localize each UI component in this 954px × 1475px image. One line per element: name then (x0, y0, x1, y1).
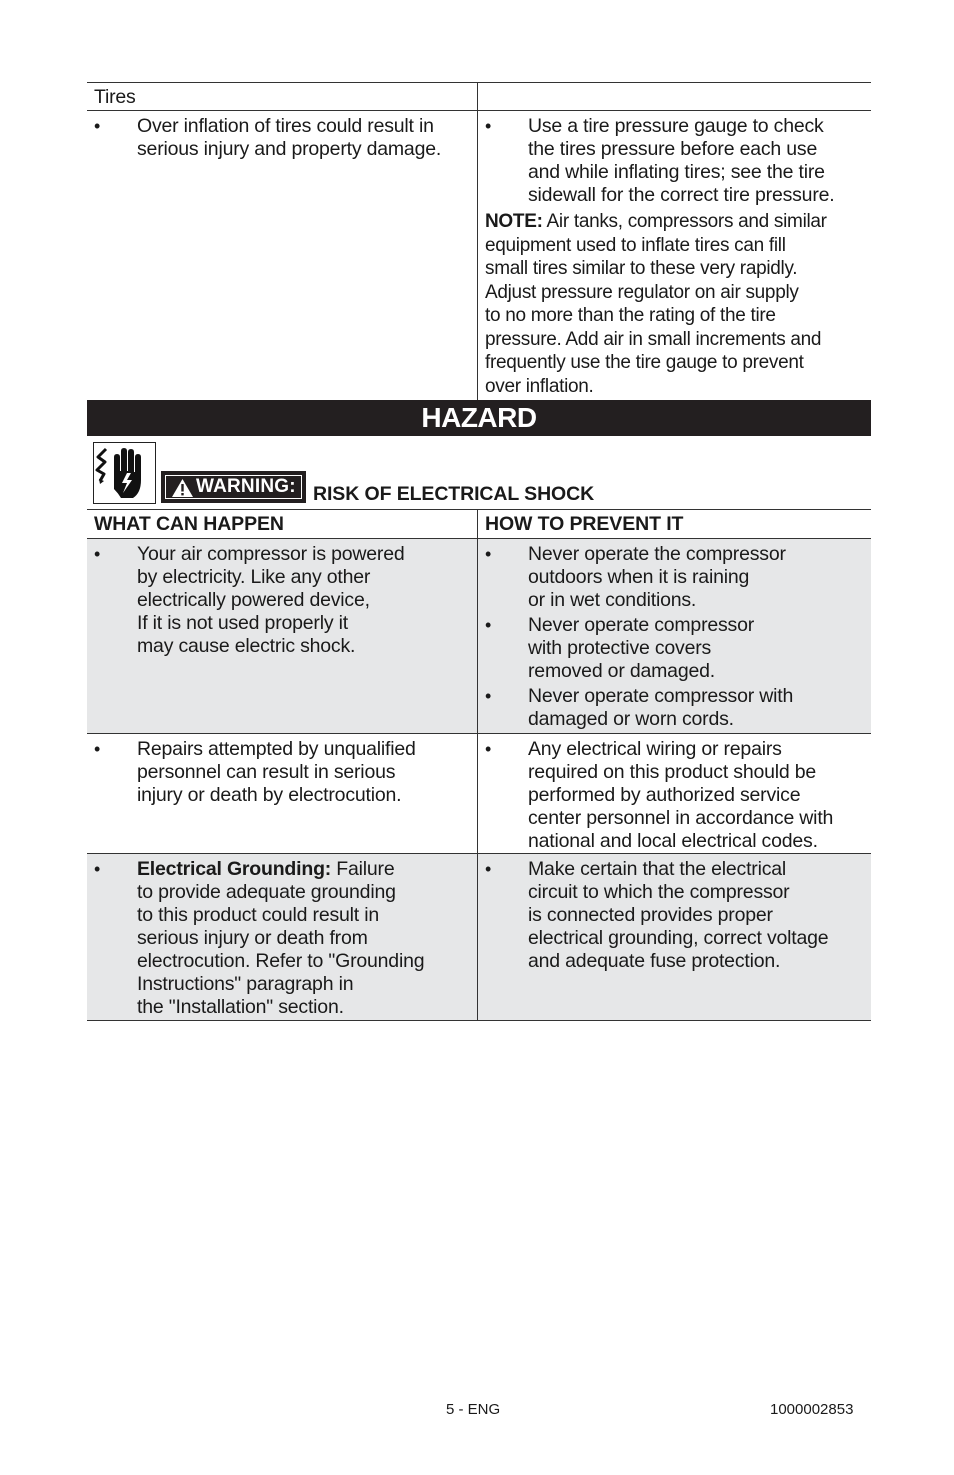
column-header-what: WHAT CAN HAPPEN (94, 513, 284, 535)
electrical-shock-icon (93, 442, 156, 504)
tires-left-line: serious injury and property damage. (137, 138, 442, 160)
bullet: • (94, 739, 101, 759)
row3-left-line: to this product could result in (137, 904, 380, 926)
tires-right-line: Use a tire pressure gauge to check (528, 115, 824, 137)
row-rule (87, 733, 871, 734)
row1-left-line: electrically powered device, (137, 589, 370, 611)
tires-right-line: sidewall for the correct tire pressure. (528, 184, 835, 206)
row1-right-line: outdoors when it is raining (528, 566, 750, 588)
bullet: • (485, 116, 492, 136)
row1-left-line: Your air compressor is powered (137, 543, 405, 565)
tires-right-line: and while inflating tires; see the tire (528, 161, 825, 183)
grounding-label: Electrical Grounding: (137, 858, 332, 880)
row2-left-line: personnel can result in serious (137, 761, 396, 783)
row2-right-line: national and local electrical codes. (528, 830, 818, 852)
row1-left-line: If it is not used properly it (137, 612, 348, 634)
table-top-rule (87, 509, 871, 510)
row2-left-line: Repairs attempted by unqualified (137, 738, 416, 760)
tires-right-line: the tires pressure before each use (528, 138, 818, 160)
bullet: • (485, 859, 492, 879)
row3-left-line: electrocution. Refer to "Grounding (137, 950, 425, 972)
row3-left-line: to provide adequate grounding (137, 881, 396, 903)
row3-right-line: is connected provides proper (528, 904, 773, 926)
risk-title: RISK OF ELECTRICAL SHOCK (313, 483, 595, 505)
row3-right-line: electrical grounding, correct voltage (528, 927, 829, 949)
tires-note-line: over inflation. (485, 375, 594, 397)
tires-label: Tires (94, 86, 136, 108)
top-rule (87, 82, 871, 83)
row1-right-line: or in wet conditions. (528, 589, 697, 611)
row2-right-line: performed by authorized service (528, 784, 801, 806)
row1-left-line: by electricity. Like any other (137, 566, 371, 588)
row2-right-line: center personnel in accordance with (528, 807, 834, 829)
bullet: • (94, 116, 101, 136)
tires-header-rule (87, 110, 871, 111)
row3-left-line: Electrical Grounding: Failure (137, 858, 395, 880)
hazard-title: HAZARD (421, 402, 537, 433)
row1-right-line: damaged or worn cords. (528, 708, 734, 730)
row1-right-line: with protective covers (528, 637, 712, 659)
hazard-bar (87, 400, 871, 436)
tires-note-line: equipment used to inflate tires can fill (485, 234, 786, 256)
bullet: • (94, 859, 101, 879)
row3-left-line: Instructions" paragraph in (137, 973, 354, 995)
warning-badge-label: WARNING: (196, 476, 296, 497)
bullet: • (485, 615, 492, 635)
row1-right-line: Never operate compressor (528, 614, 755, 636)
row1-right-line: Never operate the compressor (528, 543, 786, 565)
warning-triangle-icon (172, 479, 193, 497)
tires-note-line: NOTE: Air tanks, compressors and similar (485, 211, 827, 232)
note-label: NOTE: (485, 211, 543, 232)
row1-right-line: Never operate compressor with (528, 685, 794, 707)
row2-right-line: required on this product should be (528, 761, 817, 783)
row1-left-line: may cause electric shock. (137, 635, 356, 657)
tires-column-divider (477, 82, 478, 400)
row3-right-line: circuit to which the compressor (528, 881, 790, 903)
row3-right-line: Make certain that the electrical (528, 858, 787, 880)
row1-right-line: removed or damaged. (528, 660, 715, 682)
row3-right-line: and adequate fuse protection. (528, 950, 781, 972)
tires-note-line: to no more than the rating of the tire (485, 305, 776, 326)
page-number: 5 - ENG (446, 1401, 501, 1418)
bullet: • (485, 739, 492, 759)
table-column-divider (477, 509, 478, 1021)
bullet: • (94, 544, 101, 564)
column-header-how: HOW TO PREVENT IT (485, 513, 684, 535)
tires-note-line: frequently use the tire gauge to prevent (485, 352, 804, 373)
table-bottom-rule (87, 1020, 871, 1021)
bullet: • (485, 686, 492, 706)
bullet: • (485, 544, 492, 564)
tires-left-line: Over inflation of tires could result in (137, 115, 434, 137)
row3-left-line: serious injury or death from (137, 927, 368, 949)
tires-note-line: pressure. Add air in small increments and (485, 328, 822, 350)
tires-note-line: small tires similar to these very rapidly. (485, 258, 798, 279)
document-number: 1000002853 (770, 1401, 854, 1418)
row3-left-line: the "Installation" section. (137, 996, 344, 1018)
row2-left-line: injury or death by electrocution. (137, 784, 402, 806)
tires-note-line: Adjust pressure regulator on air supply (485, 281, 799, 303)
row2-right-line: Any electrical wiring or repairs (528, 738, 782, 760)
warning-badge (161, 471, 306, 503)
